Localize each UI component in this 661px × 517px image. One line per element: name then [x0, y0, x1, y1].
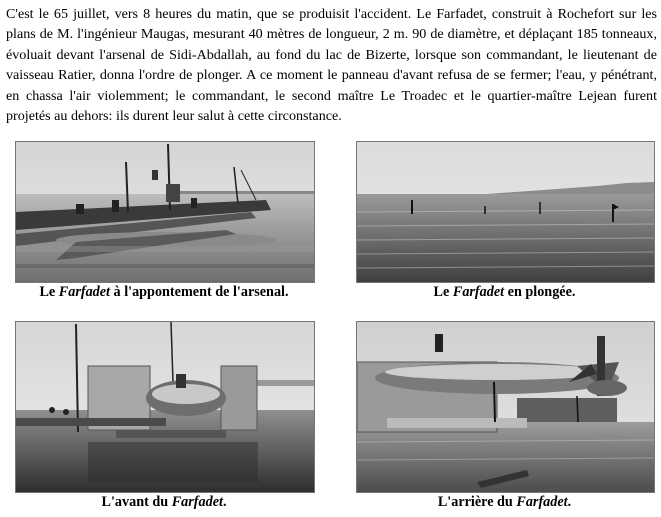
caption-bow: L'avant du Farfadet. — [101, 494, 227, 510]
photo-farfadet-stern — [356, 321, 655, 493]
caption-stern: L'arrière du Farfadet. — [437, 494, 572, 510]
photo-farfadet-submerged — [356, 141, 655, 283]
photo-farfadet-bow — [15, 321, 315, 493]
caption-at-pier: Le Farfadet à l'appontement de l'arsenal. — [39, 284, 289, 300]
article-paragraph: C'est le 65 juillet, vers 8 heures du matin, que se produisit l'accident. Le Farfadet, construit à Rochefort sur les plans de M. l'ingénieur Maugas, mesurant 40 mètres de longueur, 2 m. 90 de diamètre, et déplaçant 185 tonneaux, évoluait devant l'arsenal de Sidi-Abdallah, au fond du lac de Bizerte, lorsque son commandant, le lieutenant de vaisseau Ratier, donna l'ordre de plonger. A ce moment le panneau d'avant refusa de se fermer; l'eau, y pénétrant, en chassa l'air violemment; le commandant, le second maître Le Troadec et le quartier-maître Lejean furent projetés au dehors: ils durent leur salut à cette circonstance. — [6, 6, 657, 125]
photo-farfadet-at-pier — [15, 141, 315, 283]
caption-submerged: Le Farfadet en plongée. — [433, 284, 576, 300]
